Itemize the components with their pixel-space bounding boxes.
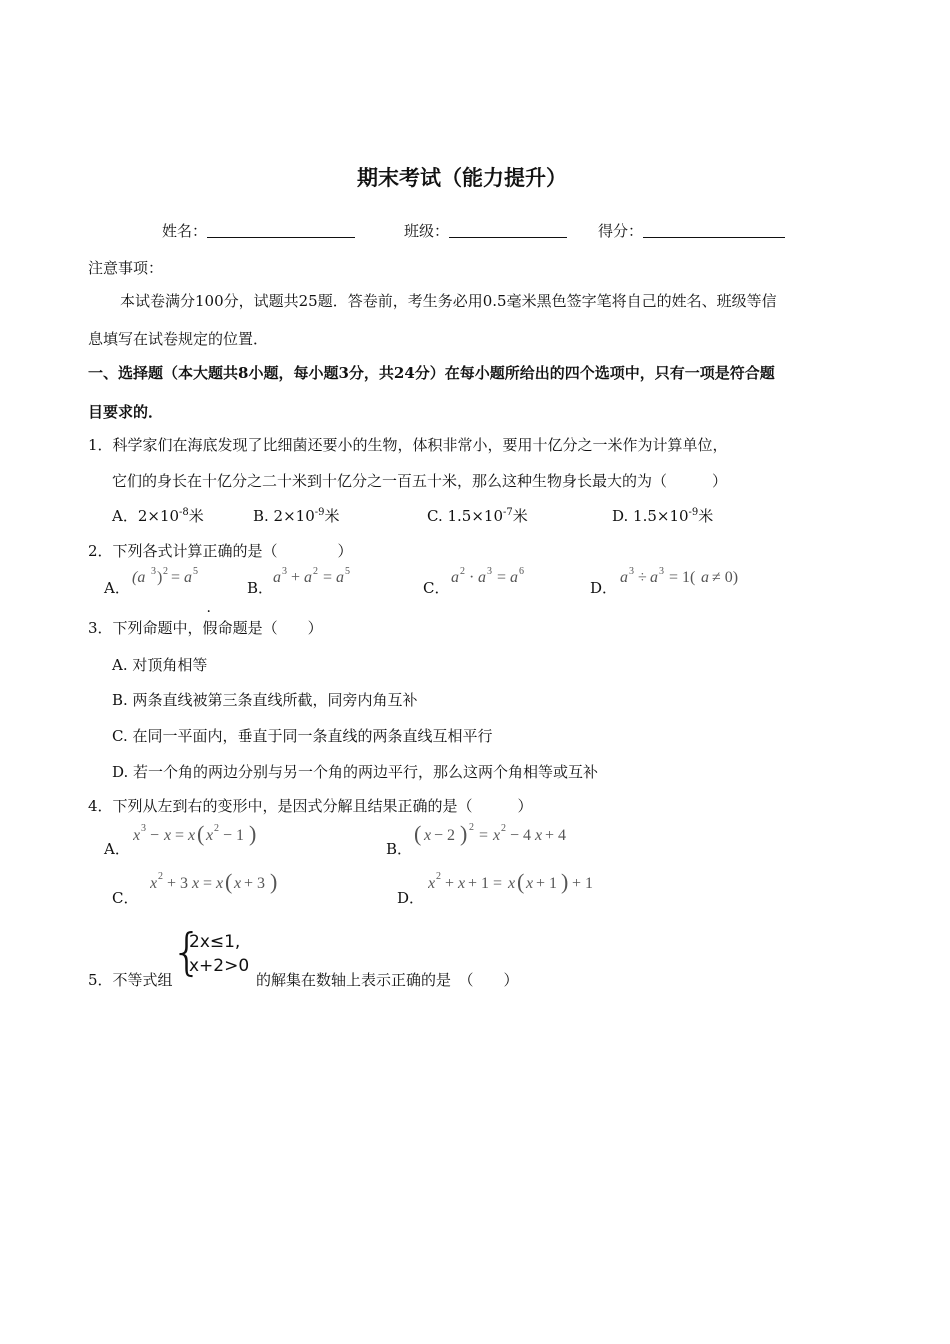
svg-text:=: = (323, 569, 333, 586)
q3-option-c[interactable]: C. 在同一平面内，垂直于同一条直线的两条直线互相平行 (112, 727, 493, 745)
q3-stem (88, 604, 323, 638)
svg-text:x: x (150, 875, 158, 892)
svg-text:3: 3 (629, 566, 634, 577)
svg-text:3: 3 (141, 823, 146, 834)
q1-c-base: C. 1.5×10 (427, 507, 503, 525)
q1-d-base: D. 1.5×10 (612, 507, 689, 525)
q4-option-d-label[interactable]: D． (397, 889, 425, 907)
svg-text:2: 2 (460, 566, 465, 577)
svg-text:3: 3 (282, 566, 287, 577)
svg-text:x: x (526, 875, 534, 892)
svg-text:+ 3: + 3 (167, 875, 189, 892)
svg-text:+ 1: + 1 (536, 875, 558, 892)
svg-text:2: 2 (214, 823, 219, 834)
svg-text:+ 1: + 1 (572, 875, 594, 892)
svg-text:=: = (175, 827, 185, 844)
notice-heading: 注意事项： (88, 259, 164, 277)
svg-text:2: 2 (313, 566, 318, 577)
q2-option-d-formula (620, 564, 760, 588)
svg-text:3: 3 (487, 566, 492, 577)
svg-text:a: a (510, 569, 518, 586)
q4-option-b-label[interactable]: B． (386, 840, 413, 858)
svg-text:=: = (479, 827, 489, 844)
svg-text:): ) (249, 821, 257, 846)
q1-c-unit: 米 (512, 507, 528, 525)
name-blank[interactable] (207, 223, 355, 238)
svg-text:a: a (273, 569, 281, 586)
svg-text:2: 2 (163, 566, 168, 577)
svg-text:−: − (150, 827, 160, 844)
svg-text:+ 1 =: + 1 = (468, 875, 503, 892)
q1-option-a[interactable] (112, 505, 204, 526)
svg-text:(a: (a (132, 569, 146, 586)
svg-text:x: x (164, 827, 172, 844)
page-title: 期末考试（能力提升） (357, 165, 567, 190)
svg-text:+ 3: + 3 (244, 875, 266, 892)
svg-text:≠ 0): ≠ 0) (712, 569, 739, 586)
svg-text:a: a (336, 569, 344, 586)
q5-stem-pre: 5．不等式组 (88, 971, 173, 989)
class-field[interactable] (404, 220, 567, 241)
q1-stem-line-1: 1．科学家们在海底发现了比细菌还要小的生物，体积非常小，要用十亿分之一米作为计算单位， (88, 436, 728, 454)
svg-text:x: x (206, 827, 214, 844)
class-label: 班级： (404, 222, 450, 240)
class-blank[interactable] (449, 223, 567, 238)
q2-option-d-label[interactable]: D． (590, 579, 618, 597)
svg-text:6: 6 (519, 566, 524, 577)
q5-inequality-1: 2x≤1, (189, 932, 241, 952)
svg-text:(: ( (225, 869, 233, 894)
svg-text:2: 2 (469, 822, 474, 833)
svg-text:x: x (216, 875, 224, 892)
score-field[interactable] (598, 220, 785, 241)
emphasis-dot-icon: · (206, 604, 211, 620)
brace-icon: { (171, 923, 203, 981)
svg-text:5: 5 (193, 566, 198, 577)
svg-text:x: x (234, 875, 242, 892)
q1-option-b[interactable] (253, 505, 340, 526)
q3-option-a[interactable]: A. 对顶角相等 (112, 656, 208, 674)
q1-a-base: A．2×10 (112, 507, 180, 525)
svg-text:2: 2 (158, 871, 163, 882)
svg-text:x: x (458, 875, 466, 892)
score-label: 得分： (598, 222, 644, 240)
svg-text:a: a (620, 569, 628, 586)
svg-text:5: 5 (345, 566, 350, 577)
q1-a-unit: 米 (188, 507, 204, 525)
q1-option-d[interactable] (612, 505, 713, 526)
section-1-heading: 一、选择题（本大题共8小题，每小题3分，共24分）在每小题所给出的四个选项中，只有一项是符合题 (88, 364, 775, 382)
svg-text:a: a (451, 569, 459, 586)
q1-b-unit: 米 (324, 507, 340, 525)
svg-text:=: = (497, 569, 507, 586)
name-field[interactable] (162, 220, 355, 241)
svg-text:(: ( (414, 821, 422, 846)
svg-text:): ) (561, 869, 569, 894)
svg-text:x: x (508, 875, 516, 892)
q2-option-c-formula (451, 564, 543, 588)
q4-option-d-formula (428, 868, 613, 896)
q4-option-a-label[interactable]: A． (104, 840, 130, 858)
score-blank[interactable] (643, 223, 785, 238)
svg-text:= 1(: = 1( (669, 569, 696, 586)
svg-text:x: x (428, 875, 436, 892)
svg-text:x: x (133, 827, 141, 844)
q3-stem-emphasis (202, 604, 218, 637)
svg-text:2: 2 (436, 871, 441, 882)
name-label: 姓名： (162, 222, 208, 240)
q3-option-d[interactable]: D. 若一个角的两边分别与另一个角的两边平行，那么这两个角相等或互补 (112, 763, 599, 781)
q2-option-a-formula (132, 564, 210, 588)
svg-text:+: + (445, 875, 455, 892)
section-1-heading-cont: 目要求的． (88, 403, 164, 421)
notice-line-2: 息填写在试卷规定的位置． (88, 330, 269, 348)
q1-stem-line-2: 它们的身长在十亿分之二十米到十亿分之一百五十米，那么这种生物身长最大的为（ ） (112, 472, 728, 490)
svg-text:a: a (650, 569, 658, 586)
svg-text:x: x (535, 827, 543, 844)
svg-text:): ) (270, 869, 278, 894)
svg-text:a: a (701, 569, 709, 586)
svg-text:x: x (192, 875, 200, 892)
q2-stem: 2．下列各式计算正确的是（ ） (88, 542, 353, 560)
q1-a-exp: -8 (179, 507, 189, 518)
q1-d-exp: -9 (688, 507, 699, 518)
q3-option-b[interactable]: B. 两条直线被第三条直线所截，同旁内角互补 (112, 691, 418, 709)
svg-text:): ) (157, 569, 163, 586)
q4-option-c-label[interactable]: C． (112, 889, 139, 907)
svg-text:3: 3 (151, 566, 156, 577)
svg-text:): ) (460, 821, 468, 846)
svg-text:x: x (188, 827, 196, 844)
svg-text:(: ( (197, 821, 205, 846)
svg-text:a: a (478, 569, 486, 586)
q2-option-b-formula (273, 564, 368, 588)
svg-text:·: · (469, 569, 475, 586)
svg-text:(: ( (517, 869, 525, 894)
svg-text:− 4: − 4 (510, 827, 532, 844)
q2-option-b-label[interactable]: B． (247, 579, 274, 597)
q3-emph-text: 假 (202, 619, 218, 637)
svg-text:÷: ÷ (638, 569, 647, 586)
q4-option-c-formula (150, 868, 300, 896)
svg-text:3: 3 (659, 566, 664, 577)
q5-stem-post: 的解集在数轴上表示正确的是 （ ） (256, 971, 519, 989)
q2-option-a-label[interactable]: A． (104, 579, 130, 597)
q3-stem-post: 命题是（ ） (217, 619, 323, 637)
q4-stem: 4．下列从左到右的变形中，是因式分解且结果正确的是（ ） (88, 797, 533, 815)
notice-line-1: 本试卷满分100分，试题共25题．答卷前，考生务必用0.5毫米黑色签字笔将自己的姓名、班级等信 (120, 292, 777, 310)
svg-text:+: + (291, 569, 301, 586)
q1-c-exp: -7 (503, 507, 513, 518)
svg-text:a: a (184, 569, 192, 586)
q2-option-c-label[interactable]: C． (423, 579, 450, 597)
q4-option-a-formula (133, 820, 273, 848)
q1-b-exp: -9 (314, 507, 325, 518)
svg-text:+ 4: + 4 (545, 827, 567, 844)
svg-text:x: x (493, 827, 501, 844)
svg-text:=: = (203, 875, 213, 892)
svg-text:− 1: − 1 (223, 827, 245, 844)
svg-text:2: 2 (501, 823, 506, 834)
q1-option-c[interactable] (427, 505, 528, 526)
svg-text:=: = (171, 569, 181, 586)
q5-inequality-2: x+2>0 (189, 956, 250, 976)
q4-option-b-formula (414, 820, 589, 848)
svg-text:x: x (424, 827, 432, 844)
q1-b-base: B. 2×10 (253, 507, 315, 525)
q1-d-unit: 米 (698, 507, 714, 525)
svg-text:a: a (304, 569, 312, 586)
svg-text:− 2: − 2 (434, 827, 456, 844)
q3-stem-pre: 3．下列命题中， (88, 619, 203, 637)
